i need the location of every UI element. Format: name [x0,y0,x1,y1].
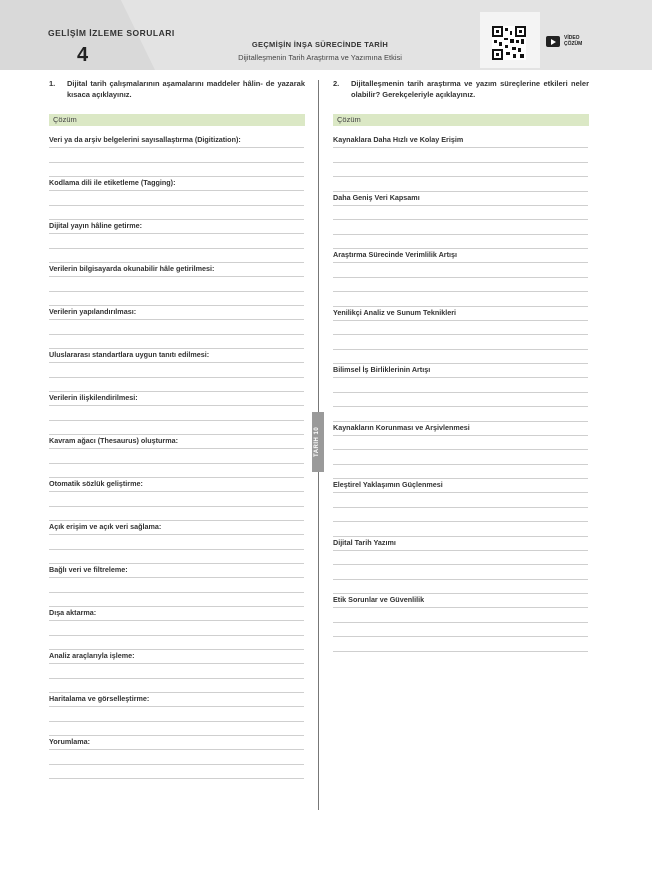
question-2 [333,78,589,100]
answer-line[interactable] [333,349,588,350]
answer-line[interactable] [49,749,304,750]
answer-line[interactable] [49,362,304,363]
answer-line[interactable] [49,635,304,636]
answer-line[interactable] [333,622,588,623]
answer-line[interactable] [333,421,588,422]
answer-line[interactable] [49,162,304,163]
answer-line[interactable] [49,420,304,421]
answer-line[interactable] [333,205,588,206]
question-2-text: Dijitalleşmenin tarih araştırma ve yazım süreçlerine etkileri neler olabilir? Gerekçeleriyle açıklayınız. [351,79,589,99]
answer-line[interactable] [333,234,588,235]
answer-line[interactable] [333,521,588,522]
answer-line[interactable] [49,721,304,722]
answer-line[interactable] [49,434,304,435]
answer-line[interactable] [49,219,304,220]
answer-line[interactable] [333,320,588,321]
question-1 [49,78,305,100]
answer-line[interactable] [333,334,588,335]
answer-line[interactable] [49,620,304,621]
answer-line[interactable] [333,593,588,594]
answer-item-label: Bağlı veri ve filtreleme: [49,565,128,574]
answer-line[interactable] [333,550,588,551]
answer-line[interactable] [49,319,304,320]
answer-line[interactable] [49,463,304,464]
answer-line[interactable] [49,233,304,234]
answer-line[interactable] [333,392,588,393]
main-title: GEÇMİŞİN İNŞA SÜRECİNDE TARİH [251,40,389,49]
answer-line[interactable] [333,306,588,307]
question-1-text: Dijital tarih çalışmalarının aşamalarını maddeler hâlin- de yazarak kısaca açıklayınız. [67,79,305,99]
answer-line[interactable] [49,506,304,507]
answer-item-label: Bilimsel İş Birliklerinin Artışı [333,365,431,374]
answer-item-label: Araştırma Sürecinde Verimlilik Artışı [333,250,457,259]
answer-line[interactable] [333,536,588,537]
answer-line[interactable] [333,363,588,364]
answer-item-label: Kaynaklara Daha Hızlı ve Kolay Erişim [333,135,464,144]
answer-item-label: Yenilikçi Analiz ve Sunum Teknikleri [333,307,457,317]
answer-line[interactable] [49,491,304,492]
answer-line[interactable] [49,448,304,449]
answer-line[interactable] [49,592,304,593]
answer-line[interactable] [333,147,588,148]
video-label [564,35,582,47]
answer-line[interactable] [49,778,304,779]
answer-item-label: Dışa aktarma: [49,608,97,617]
solution-bar-1: Çözüm [49,114,305,126]
solution-bar-2: Çözüm [333,114,589,126]
answer-item-label: Haritalama ve görselleştirme: [49,694,150,703]
answer-line[interactable] [333,478,588,479]
answer-line[interactable] [49,649,304,650]
answer-line[interactable] [49,391,304,392]
answer-line[interactable] [333,651,588,652]
answer-line[interactable] [49,520,304,521]
question-1-number: 1. [49,79,56,88]
answer-line[interactable] [333,219,588,220]
answer-line[interactable] [333,176,588,177]
answer-line[interactable] [333,564,588,565]
answer-item-label: Daha Geniş Veri Kapsamı [333,192,420,202]
qr-code-icon[interactable] [492,26,526,60]
answer-line[interactable] [49,563,304,564]
answer-line[interactable] [333,377,588,378]
question-1-text-block [49,78,305,100]
answer-line[interactable] [49,377,304,378]
play-icon [546,36,560,47]
unit-number: 4 [77,44,89,66]
answer-line[interactable] [49,678,304,679]
answer-line[interactable] [333,579,588,580]
side-tab-text: TARİH 10 [314,426,320,458]
answer-line[interactable] [49,190,304,191]
answer-item-label: Uluslararası standartlara uygun tanıtı edilmesi: [49,350,210,359]
video-solution-button[interactable] [546,34,586,52]
answer-line[interactable] [49,549,304,550]
answer-line[interactable] [49,348,304,349]
answer-line[interactable] [333,162,588,163]
answer-line[interactable] [333,492,588,493]
question-2-text-block [333,78,589,100]
section-label: GELİŞİM İZLEME SORULARI [48,28,175,38]
answer-line[interactable] [49,305,304,306]
answer-line[interactable] [333,291,588,292]
answer-line[interactable] [49,147,304,148]
sub-title: Dijitalleşmenin Tarih Araştırma ve Yazımına Etkisi [238,53,402,62]
answer-line[interactable] [333,262,588,263]
answer-item-label: Etik Sorunlar ve Güvenlilik [333,595,425,604]
answer-item-label: Kavram ağacı (Thesaurus) oluşturma: [49,436,179,445]
answer-line[interactable] [333,248,588,249]
answer-item-label: Açık erişim ve açık veri sağlama: [49,522,162,531]
answer-line[interactable] [333,191,588,192]
answer-item-label: Analiz araçlarıyla işleme: [49,651,135,660]
answer-item-label: Dijital Tarih Yazımı [333,537,396,547]
answer-line[interactable] [333,435,588,436]
answer-line[interactable] [49,764,304,765]
answer-item-label: Yorumlama: [49,737,91,746]
question-2-number: 2. [333,79,340,88]
answer-item-label: Dijital yayın hâline getirme: [49,221,143,230]
answer-line[interactable] [49,176,304,177]
answer-line[interactable] [49,706,304,707]
title-box [170,40,470,62]
answer-line[interactable] [333,607,588,608]
answer-line[interactable] [49,205,304,206]
answer-line[interactable] [49,276,304,277]
answer-line[interactable] [49,334,304,335]
answer-line[interactable] [49,534,304,535]
answer-line[interactable] [49,663,304,664]
answer-line[interactable] [49,248,304,249]
answer-item-label: Veri ya da arşiv belgelerini sayısallaştırma (Digitization): [49,135,241,144]
answer-line[interactable] [49,262,304,263]
answer-line[interactable] [49,577,304,578]
answer-item-label: Verilerin ilişkilendirilmesi: [49,393,138,402]
answer-line[interactable] [49,405,304,406]
answer-line[interactable] [333,464,588,465]
answer-item-label: Kaynakların Korunması ve Arşivlenmesi [333,422,470,432]
video-label-line2: ÇÖZÜM [564,41,583,47]
answer-line[interactable] [49,606,304,607]
answer-line[interactable] [333,507,588,508]
answer-item-label: Verilerin bilgisayarda okunabilir hâle getirilmesi: [49,264,215,273]
answer-line[interactable] [333,406,588,407]
answer-line[interactable] [333,277,588,278]
answer-line[interactable] [49,692,304,693]
answer-item-label: Eleştirel Yaklaşımın Güçlenmesi [333,480,443,489]
answer-line[interactable] [333,636,588,637]
answer-line[interactable] [333,449,588,450]
video-label-line1: VİDEO [564,35,580,41]
answer-line[interactable] [49,291,304,292]
answer-item-label: Otomatik sözlük geliştirme: [49,479,143,488]
answer-item-label: Verilerin yapılandırılması: [49,307,137,316]
answer-item-label: Kodlama dili ile etiketleme (Tagging): [49,178,176,187]
answer-line[interactable] [49,735,304,736]
answer-line[interactable] [49,477,304,478]
